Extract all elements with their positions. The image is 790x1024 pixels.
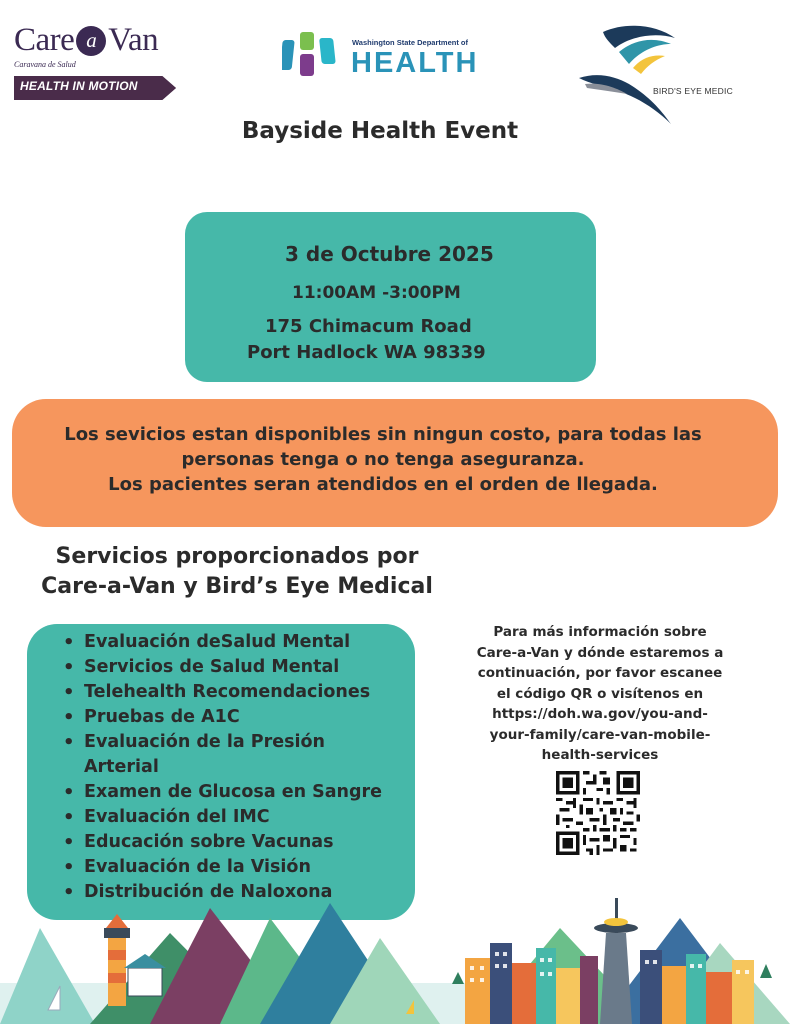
- service-item: • Examen de Glucosa en Sangre: [27, 780, 415, 805]
- bird-icon: [575, 22, 685, 127]
- service-item: • Evaluación deSalud Mental: [27, 630, 415, 655]
- service-item: • Educación sobre Vacunas: [27, 830, 415, 855]
- event-date: 3 de Octubre 2025: [285, 242, 494, 266]
- service-item: • Evaluación del IMC: [27, 805, 415, 830]
- careavan-a-circle: a: [76, 26, 106, 56]
- city-skyline-illustration: [0, 888, 790, 1024]
- service-item: • Telehealth Recomendaciones: [27, 680, 415, 705]
- doh-big-text: HEALTH: [351, 47, 479, 79]
- services-heading-line1: Servicios proporcionados por: [55, 544, 419, 569]
- doh-small-text: Washington State Department of: [352, 38, 468, 47]
- birds-eye-text: BIRD'S EYE MEDIC: [653, 86, 733, 96]
- services-box: [27, 624, 415, 920]
- services-heading-line2: Care-a-Van y Bird’s Eye Medical: [41, 574, 433, 599]
- careavan-tagline: Caravana de Salud: [14, 60, 76, 69]
- doh-mark-icon: [282, 28, 344, 80]
- careavan-wordmark: [14, 22, 158, 59]
- event-details-box: [185, 212, 596, 382]
- qr-code-icon[interactable]: [556, 771, 640, 855]
- notice-line-1: Los sevicios estan disponibles sin ningun costo, para todas las: [64, 424, 702, 445]
- event-time: 11:00AM -3:00PM: [292, 283, 461, 303]
- careavan-word-right: Van: [108, 22, 159, 58]
- careavan-logo: [12, 22, 177, 100]
- service-item: • Evaluación de la Presión Arterial: [27, 730, 342, 780]
- notice-line-2: personas tenga o no tenga aseguranza.: [181, 449, 585, 470]
- doh-logo: [282, 28, 482, 84]
- service-item: • Evaluación de la Visión: [27, 855, 415, 880]
- event-address-line2: Port Hadlock WA 98339: [247, 342, 486, 363]
- event-address-line1: 175 Chimacum Road: [265, 316, 472, 337]
- careavan-word-left: Care: [14, 22, 75, 58]
- services-heading: [32, 542, 442, 602]
- services-list: [27, 630, 415, 905]
- event-title: Bayside Health Event: [241, 118, 519, 144]
- notice-line-3: Los pacientes seran atendidos en el orden de llegada.: [108, 474, 658, 495]
- service-item: • Servicios de Salud Mental: [27, 655, 415, 680]
- cost-notice-box: [12, 399, 778, 527]
- birds-eye-logo: [575, 22, 755, 127]
- service-item: • Pruebas de A1C: [27, 705, 415, 730]
- careavan-arrow-text: HEALTH IN MOTION: [20, 79, 138, 93]
- more-info-text: Para más información sobre Care-a-Van y dónde estaremos a continuación, por favor escanee el código QR o visítenos en https://doh.wa.gov/you-and- your-family/care-van-mobile- health-services: [476, 624, 724, 763]
- service-item: • Distribución de Naloxona: [27, 880, 415, 905]
